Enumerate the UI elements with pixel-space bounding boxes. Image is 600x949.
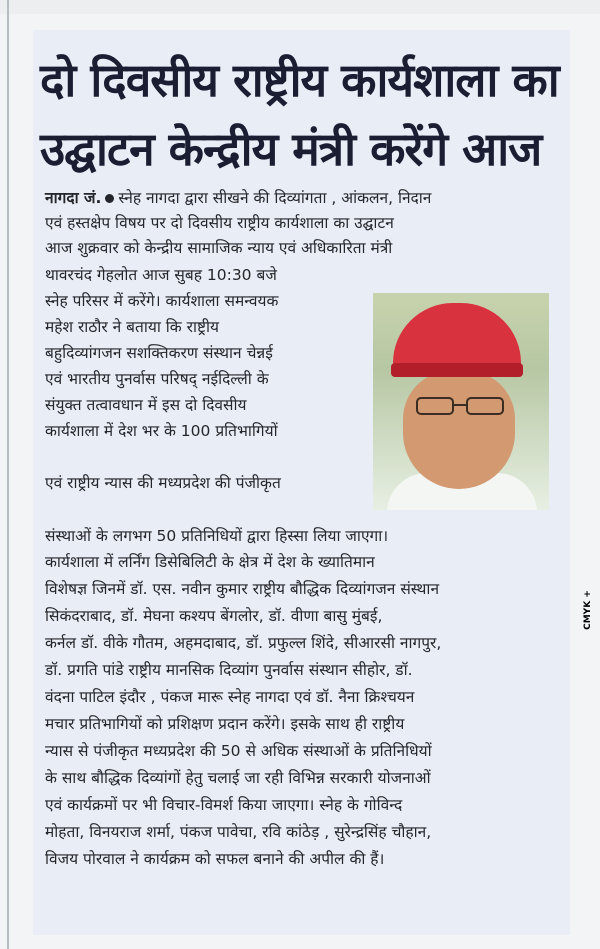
article-line-18: वंदना पाटिल इंदौर , पंकज मारू स्नेह नागदा एवं डॉ. नैना क्रिश्चयन [45, 688, 415, 706]
article-line-14: विशेषज्ञ जिनमें डॉ. एस. नवीन कुमार राष्ट्रीय बौद्धिक दिव्यांगजन संस्थान [45, 580, 440, 598]
bullet-icon [105, 194, 114, 203]
minister-portrait-photo [373, 293, 549, 510]
article-line-6: महेश राठौर ने बताया कि राष्ट्रीय [45, 318, 220, 336]
article-line-15: सिकंदराबाद, डॉ. मेघना कश्यप बेंगलोर, डॉ. वीणा बासु मुंबई, [45, 607, 383, 625]
top-margin-band [0, 0, 600, 14]
article-line-24: विजय पोरवाल ने कार्यक्रम को सफल बनाने की अपील की हैं। [45, 850, 385, 868]
headline-line-2: उद्घाटन केन्द्रीय मंत्री करेंगे आज [40, 122, 542, 176]
article-line-16: कर्नल डॉ. वीके गौतम, अहमदाबाद, डॉ. प्रफुल्ल शिंदे, सीआरसी नागपुर, [45, 634, 442, 652]
cap-band-shape [391, 363, 523, 377]
article-line-9: संयुक्त तत्वावधान में इस दो दिवसीय [45, 396, 247, 414]
article-line-20: न्यास से पंजीकृत मध्यप्रदेश की 50 से अधिक संस्थाओं के प्रतिनिधियों [45, 742, 432, 760]
article-line-17: डॉ. प्रगति पांडे राष्ट्रीय मानसिक दिव्यांग पुनर्वास संस्थान सीहोर, डॉ. [45, 661, 413, 679]
dateline: नागदा जं. [45, 189, 102, 207]
article-line-4: थावरचंद गेहलोत आज सुबह 10:30 बजे [45, 266, 277, 284]
article-line-11: एवं राष्ट्रीय न्यास की मध्यप्रदेश की पंजीकृत [45, 474, 281, 492]
column-divider [7, 0, 9, 949]
article-line-5: स्नेह परिसर में करेंगे। कार्यशाला समन्वयक [45, 292, 279, 310]
headline-line-1: दो दिवसीय राष्ट्रीय कार्यशाला का [40, 53, 559, 107]
article-line-10: कार्यशाला में देश भर के 100 प्रतिभागियों [45, 422, 278, 440]
print-mark-text: CMYK + [583, 590, 593, 630]
article-line-7: बहुदिव्यांगजन सशक्तिकरण संस्थान चेन्नई [45, 344, 273, 362]
article-line-3: आज शुक्रवार को केन्द्रीय सामाजिक न्याय एवं अधिकारिता मंत्री [45, 239, 393, 257]
article-line-12: संस्थाओं के लगभग 50 प्रतिनिधियों द्वारा हिस्सा लिया जाएगा। [45, 527, 389, 545]
article-text: स्नेह नागदा द्वारा सीखने की दिव्यांगता , आंकलन, निदान [118, 189, 432, 207]
article-line-13: कार्यशाला में लर्निंग डिसेबिलिटी के क्षेत्र में देश के ख्यातिमान [45, 553, 375, 571]
print-registration-mark [580, 580, 598, 650]
glasses-icon [415, 395, 505, 417]
article-line-2: एवं हस्तक्षेप विषय पर दो दिवसीय राष्ट्रीय कार्यशाला का उद्घाटन [45, 214, 394, 232]
article-line-19: मचार प्रतिभागियों को प्रशिक्षण प्रदान करेंगे। इसके साथ ही राष्ट्रीय [45, 715, 405, 733]
article-line-21: के साथ बौद्धिक दिव्यांगों हेतु चलाई जा रही विभिन्न सरकारी योजनाओं [45, 769, 431, 787]
article-line-22: एवं कार्यक्रमों पर भी विचार-विमर्श किया जाएगा। स्नेह के गोविन्द [45, 796, 403, 814]
article-line-23: मोहता, विनयराज शर्मा, पंकज पावेचा, रवि कांठेड़ , सुरेन्द्रसिंह चौहान, [45, 823, 432, 841]
article-line-1 [45, 187, 559, 210]
face-shape [403, 371, 515, 489]
article-line-8: एवं भारतीय पुनर्वास परिषद् नईदिल्ली के [45, 370, 269, 388]
